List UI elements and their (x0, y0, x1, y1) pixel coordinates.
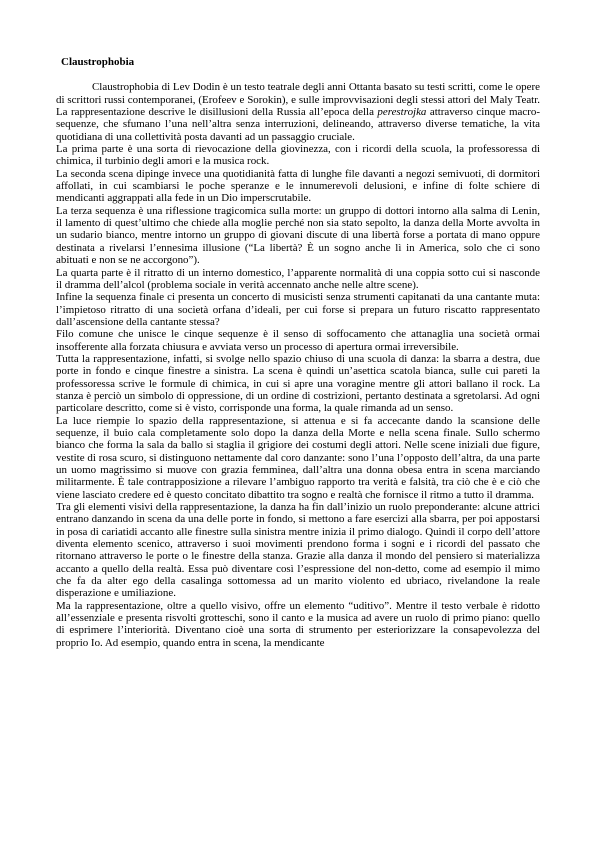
paragraph-first-part: La prima parte è una sorta di rievocazione della giovinezza, con i ricordi della scuola, la professoressa di chimica, il turbinio degli amori e la musica rock. (56, 143, 540, 168)
paragraph-intro (56, 81, 540, 143)
document-title: Claustrophobia (61, 56, 135, 68)
paragraph-second-scene: La seconda scena dipinge invece una quotidianità fatta di lunghe file davanti a negozi semivuoti, di dormitori affollati, in cui scambiarsi le poche speranze e le innumerevoli delusioni, e infine di folte schiere di mendicanti aggrappati alla fede in un Dio imperscrutabile. (56, 167, 540, 205)
intro-text-end: attraverso cinque macro-sequenze, che sfumano l’una nell’altra senza interruzioni, delineando, attraverso diverse tematiche, la vita quotidiana di una collettività posta davanti ad un passaggio cruciale. (56, 106, 540, 143)
paragraph-final-sequence: Infine la sequenza finale ci presenta un concerto di musicisti senza strumenti capitanati da una cantante muta: l’impietoso ritratto di una società orfana d’ideali, per cui forse si prepara un futuro riscatto rappresentato dall’ascensione della cantante stessa? (56, 291, 540, 328)
paragraph-auditory: Ma la rappresentazione, oltre a quello visivo, offre un elemento “uditivo”. Mentre il testo verbale è ridotto all’essenziale e presenta risvolti grotteschi, sono il canto e la musica ad avere un ruolo di primo piano: quello di esprimere l’interiorità. Diventano cioè una sorta di strumento per esteriorizzare la consapevolezza del proprio Io. Ad esempio, quando entra in scena, la mendicante (56, 599, 540, 649)
document-page (56, 56, 540, 649)
intro-text-start: Claustrophobia di Lev Dodin è un testo teatrale degli anni Ottanta basato su testi scritti, come le opere di scrittori russi contemporanei, (Erofeev e Sorokin), e sulle improvvisazioni degli stessi attori del Maly Teatr. La rappresentazione descrive le disillusioni della Russia all’epoca della (56, 81, 540, 119)
paragraph-light: La luce riempie lo spazio della rappresentazione, si attenua e si fa accecante dando la scansione delle sequenze, il buio cala completamente solo dopo la danza della Morte e nella scena finale. Sullo schermo bianco che forma la sala da ballo si staglia il grigiore dei costumi degli attori. Nelle scene iniziali due figure, vestite di rosa scuro, si distinguono nettamente dal coro danzante: sono l’una l’opposto dell’altra, da una parte un uomo magrissimo si muove con grazia femminea, dall’altra una donna obesa entra in scena marciando militarmente. È tale contrapposizione a rilevare l’ambiguo rapporto tra verità e falsità, tra ciò che è e ciò che viene lasciato credere ed è questo concitato dibattito tra sogno e realtà che fornisce il ritmo a tutto il dramma. (56, 414, 540, 501)
paragraph-common-thread: Filo comune che unisce le cinque sequenze è il senso di soffocamento che attanaglia una società ormai insofferente alla forzata chiusura e avviata verso un processo di apertura ormai irreversibile. (56, 328, 540, 353)
paragraph-dance: Tra gli elementi visivi della rappresentazione, la danza ha fin dall’inizio un ruolo preponderante: alcune attrici entrano danzando in scena da una delle porte in fondo, si mettono a fare esercizi alla sbarra, per poi appostarsi in posa di cariatidi accanto alle finestre sulla sinistra mentre inizia il primo dialogo. Quindi il corpo dell’attore diventa elemento scenico, attraverso i suoi movimenti prendono forma i sogni e i ricordi del passato che ritornano attraverso le porte o le finestre della stanza. Grazie alla danza il mondo del pensiero si materializza accanto a quello della realtà. Essa può diventare così l’espressione del non-detto, come ad esempio il mimo che fa da alter ego della casalinga sottomessa ad un marito violento ed ubriaco, rivelandone la reale disperazione e umiliazione. (56, 501, 540, 600)
intro-italic-term: perestrojka (377, 106, 427, 119)
paragraph-fourth-part: La quarta parte è il ritratto di un interno domestico, l’apparente normalità di una coppia sotto cui si nasconde il dramma dell’alcol (problema sociale in verità accennato anche nelle altre scene). (56, 266, 540, 291)
paragraph-third-sequence: La terza sequenza è una riflessione tragicomica sulla morte: un gruppo di dottori intorno alla salma di Lenin, il lamento di quest’ultimo che chiede alla moglie perché non sia stato sepolto, la danza della Morte avvolta in un sudario bianco, mentre intorno un gruppo di giovani discute di una libertà forse a portata di mano oppure destinata a rivelarsi l’ennesima illusione (“La libertà? È un sogno anche lì in America, solo che ci sono abituati e non se ne accorgono”). (56, 204, 540, 267)
paragraph-space: Tutta la rappresentazione, infatti, si svolge nello spazio chiuso di una scuola di danza: la sbarra a destra, due porte in fondo e cinque finestre a sinistra. La scena è quindi un’asettica scatola bianca, sulle cui pareti la professoressa scrive le formule di chimica, in cui si apre una voragine mentre gli attori ballano il rock. La stanza è perciò un simbolo di oppressione, di un ordine di costrizioni, pertanto destinata a sgretolarsi. Ad ogni particolare descritto, come si è visto, corrisponde una forma, la quale rimanda ad un senso. (56, 352, 540, 415)
